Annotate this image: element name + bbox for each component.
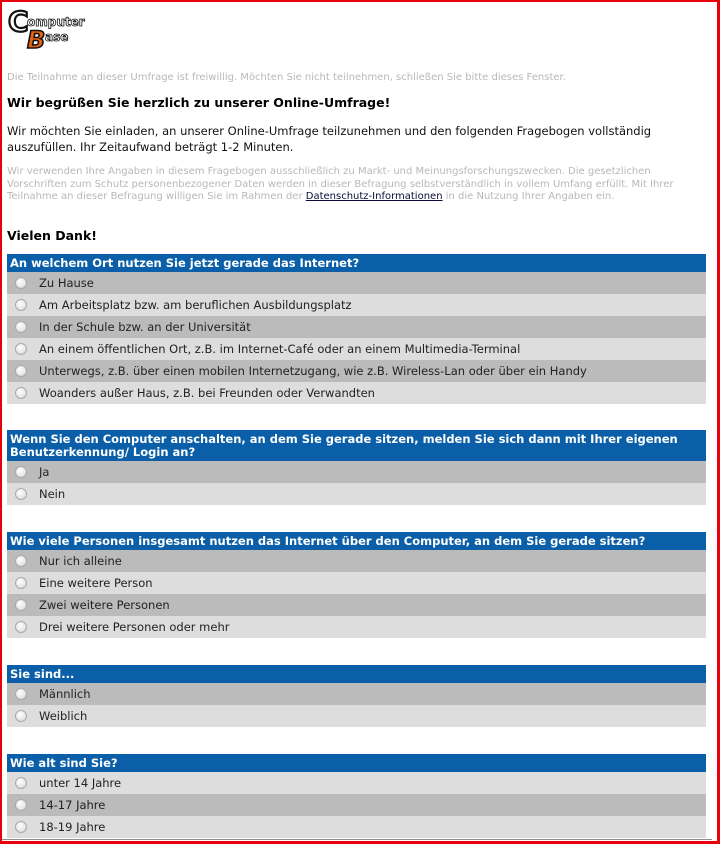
radio-button[interactable] [15,799,27,811]
radio-button[interactable] [15,466,27,478]
radio-button[interactable] [15,710,27,722]
option-label: Männlich [39,687,91,701]
option-row[interactable] [7,616,706,638]
viewport-bottom-edge [0,839,712,840]
option-row[interactable] [7,705,706,727]
option-row[interactable] [7,483,706,505]
question-gender [7,665,706,727]
privacy-text [7,166,697,204]
radio-button[interactable] [15,488,27,500]
question-title: Wie viele Personen insgesamt nutzen das Internet über den Computer, an dem Sie gerade sitzen? [7,532,706,550]
option-label: Zwei weitere Personen [39,598,170,612]
privacy-text-before: Wir verwenden Ihre Angaben in diesem Fragebogen ausschließlich zu Markt- und Meinungsforschungszwecken. Die gesetzlichen Vorschriften zum Schutz personenbezogener Daten werden in dieser Befragung selbstverständlich in vollem Umfang erfüllt. Mit Ihrer Teilnahme an dieser Befragung willigen Sie im Rahmen der [7,166,674,203]
option-label: 14-17 Jahre [39,798,106,812]
option-label: Ja [39,465,50,479]
voluntary-notice: Die Teilnahme an dieser Umfrage ist freiwillig. Möchten Sie nicht teilnehmen, schließen Sie bitte dieses Fenster. [7,72,566,83]
option-row[interactable] [7,360,706,382]
thanks-heading: Vielen Dank! [7,228,97,243]
logo-text-line2: ase [45,30,69,44]
option-row[interactable] [7,382,706,404]
radio-button[interactable] [15,365,27,377]
option-label: Am Arbeitsplatz bzw. am beruflichen Ausbildungsplatz [39,298,352,312]
radio-button[interactable] [15,299,27,311]
option-label: Nein [39,487,66,501]
option-row[interactable] [7,572,706,594]
question-title: Wie alt sind Sie? [7,754,706,772]
option-label: An einem öffentlichen Ort, z.B. im Internet-Café oder an einem Multimedia-Terminal [39,342,521,356]
option-label: unter 14 Jahre [39,776,122,790]
radio-button[interactable] [15,777,27,789]
radio-button[interactable] [15,577,27,589]
radio-button[interactable] [15,387,27,399]
option-row[interactable] [7,272,706,294]
question-login [7,430,706,505]
radio-button[interactable] [15,343,27,355]
question-title: Wenn Sie den Computer anschalten, an dem Sie gerade sitzen, melden Sie sich dann mit Ihrer eigenen Benutzerkennung/ Login an? [7,430,706,461]
option-label: Eine weitere Person [39,576,153,590]
option-row[interactable] [7,772,706,794]
option-label: Unterwegs, z.B. über einen mobilen Internetzugang, wie z.B. Wireless-Lan oder über ein Handy [39,364,587,378]
logo-initial-c: C [8,6,29,38]
option-label: Nur ich alleine [39,554,122,568]
logo-initial-b: B [27,26,46,50]
option-label: In der Schule bzw. an der Universität [39,320,251,334]
option-row[interactable] [7,338,706,360]
radio-button[interactable] [15,688,27,700]
radio-button[interactable] [15,599,27,611]
option-row[interactable] [7,550,706,572]
option-label: Weiblich [39,709,88,723]
option-label: 18-19 Jahre [39,820,106,834]
welcome-heading: Wir begrüßen Sie herzlich zu unserer Online-Umfrage! [7,95,391,110]
option-row[interactable] [7,294,706,316]
question-title: An welchem Ort nutzen Sie jetzt gerade das Internet? [7,254,706,272]
option-row[interactable] [7,594,706,616]
question-title: Sie sind... [7,665,706,683]
option-label: Zu Hause [39,276,94,290]
radio-button[interactable] [15,321,27,333]
option-row[interactable] [7,683,706,705]
option-row[interactable] [7,316,706,338]
privacy-text-after: in die Nutzung Ihrer Angaben ein. [442,191,615,203]
question-persons [7,532,706,638]
radio-button[interactable] [15,821,27,833]
question-age [7,754,706,838]
computerbase-logo [7,6,87,50]
option-label: Woanders außer Haus, z.B. bei Freunden oder Verwandten [39,386,375,400]
privacy-link[interactable]: Datenschutz-Informationen [305,191,443,203]
intro-text: Wir möchten Sie einladen, an unserer Online-Umfrage teilzunehmen und den folgenden Fragebogen vollständig auszufüllen. Ihr Zeitaufwand beträgt 1-2 Minuten. [7,124,652,154]
option-row[interactable] [7,794,706,816]
option-label: Drei weitere Personen oder mehr [39,620,230,634]
logo-graphic [7,6,87,50]
radio-button[interactable] [15,555,27,567]
option-row[interactable] [7,461,706,483]
logo-text-line1: omputer [27,15,85,29]
radio-button[interactable] [15,277,27,289]
option-row[interactable] [7,816,706,838]
question-location [7,254,706,404]
radio-button[interactable] [15,621,27,633]
